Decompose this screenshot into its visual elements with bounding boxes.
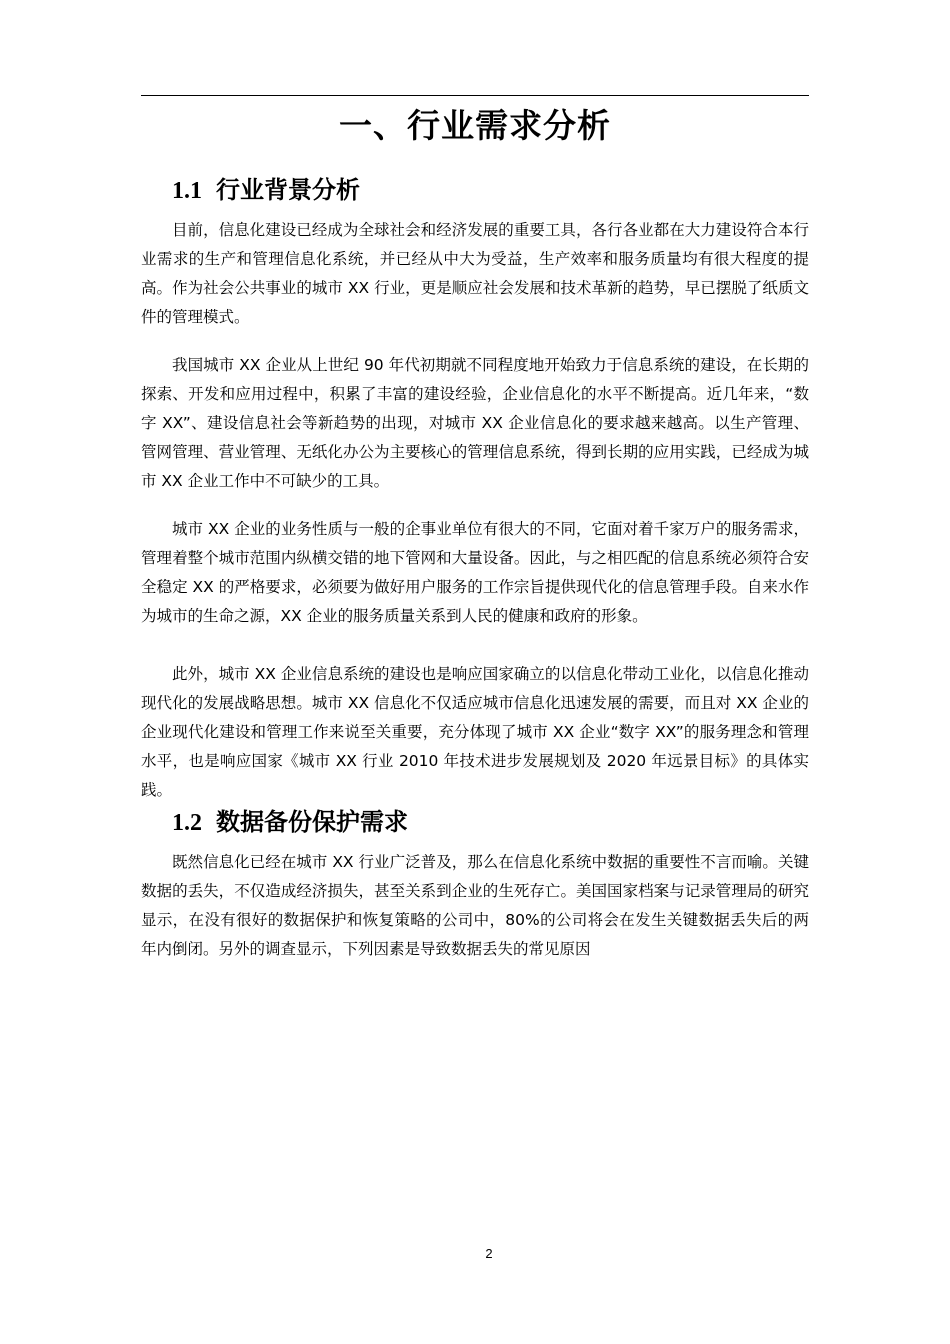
- paragraph: 此外，城市 XX 企业信息系统的建设也是响应国家确立的以信息化带动工业化，以信息化推动现代化的发展战略思想。城市 XX 信息化不仅适应城市信息化迅速发展的需要，而且对 XX 企业的企业现代化建设和管理工作来说至关重要，充分体现了城市 XX 企业“数字 XX”的服务理念和管理水平，也是响应国家《城市 XX 行业 2010 年技术进步发展规划及 2020 年远景目标》的具体实践。: [141, 665, 809, 799]
- section-heading-1-2: [172, 806, 408, 839]
- paragraph: 我国城市 XX 企业从上世纪 90 年代初期就不同程度地开始致力于信息系统的建设，在长期的探索、开发和应用过程中，积累了丰富的建设经验，企业信息化的水平不断提高。近几年来，“数字 XX”、建设信息社会等新趋势的出现，对城市 XX 企业信息化的要求越来越高。以生产管理、管网管理、营业管理、无纸化办公为主要核心的管理信息系统，得到长期的应用实践，已经成为城市 XX 企业工作中不可缺少的工具。: [141, 356, 809, 490]
- section-heading-1-1: [172, 174, 360, 207]
- section-number: 1.1: [172, 178, 202, 204]
- section-title-text: 数据备份保护需求: [216, 808, 408, 836]
- section-title-text: 行业背景分析: [216, 176, 360, 204]
- paragraph: 城市 XX 企业的业务性质与一般的企事业单位有很大的不同，它面对着千家万户的服务需求，管理着整个城市范围内纵横交错的地下管网和大量设备。因此，与之相匹配的信息系统必须符合安全稳定 XX 的严格要求，必须要为做好用户服务的工作宗旨提供现代化的信息管理手段。自来水作为城市的生命之源，XX 企业的服务质量关系到人民的健康和政府的形象。: [141, 520, 809, 625]
- header-rule: [141, 95, 809, 96]
- section-number: 1.2: [172, 810, 202, 836]
- page-number: 2: [485, 1246, 493, 1261]
- paragraph: 既然信息化已经在城市 XX 行业广泛普及，那么在信息化系统中数据的重要性不言而喻。关键数据的丢失，不仅造成经济损失，甚至关系到企业的生死存亡。美国国家档案与记录管理局的研究显示，在没有很好的数据保护和恢复策略的公司中，80%的公司将会在发生关键数据丢失后的两年内倒闭。另外的调查显示，下列因素是导致数据丢失的常见原因: [141, 853, 809, 958]
- paragraph: 目前，信息化建设已经成为全球社会和经济发展的重要工具，各行各业都在大力建设符合本行业需求的生产和管理信息化系统，并已经从中大为受益，生产效率和服务质量均有很大程度的提高。作为社会公共事业的城市 XX 行业，更是顺应社会发展和技术革新的趋势，早已摆脱了纸质文件的管理模式。: [141, 221, 809, 326]
- chapter-title: 一、行业需求分析: [339, 106, 611, 145]
